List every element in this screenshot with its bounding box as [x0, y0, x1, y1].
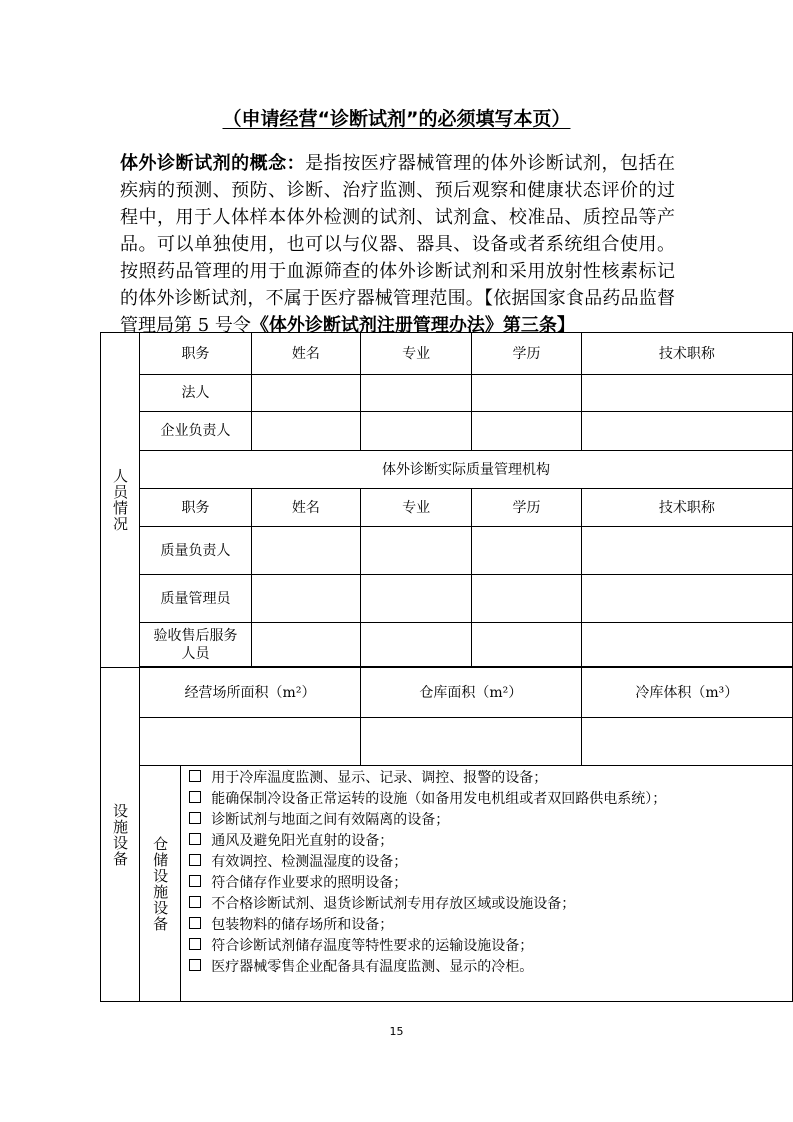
checkbox[interactable]	[189, 917, 201, 929]
checkbox[interactable]	[189, 833, 201, 845]
input-cell[interactable]	[472, 575, 581, 623]
warehouse-area-input[interactable]	[360, 718, 581, 766]
input-cell[interactable]	[472, 527, 581, 575]
input-cell[interactable]	[360, 575, 471, 623]
checklist-item: 用于冷库温度监测、显示、记录、调控、报警的设备；	[189, 768, 786, 789]
row-label-quality-head: 质量负责人	[140, 527, 252, 575]
input-cell[interactable]	[581, 575, 792, 623]
input-cell[interactable]	[360, 527, 471, 575]
storage-checklist	[181, 766, 793, 1002]
checkbox[interactable]	[189, 854, 201, 866]
header-warehouse-area: 仓库面积（m²）	[360, 668, 581, 718]
input-cell[interactable]	[472, 375, 581, 412]
header-title: 技术职称	[581, 489, 792, 527]
definition-body: 是指按医疗器械管理的体外诊断试剂，包括在疾病的预测、预防、诊断、治疗监测、预后观察和健康状态评价的过程中，用于人体样本体外检测的试剂、试剂盒、校准品、质控品等产品。可以单独使用，也可以与仪器、器具、设备或者系统组合使用。按照药品管理的用于血源筛查的体外诊断试剂和采用放射性核素标记的体外诊断试剂，不属于医疗器械管理范围。【依据国家食品药品监督管理局第 5 号令	[120, 153, 675, 336]
checklist-item: 有效调控、检测温湿度的设备；	[189, 852, 786, 873]
checkbox[interactable]	[189, 770, 201, 782]
storage-label: 仓储设施设备	[151, 835, 170, 932]
table-row	[101, 375, 793, 412]
checklist-item: 符合储存作业要求的照明设备；	[189, 873, 786, 894]
header-site-area: 经营场所面积（m²）	[140, 668, 361, 718]
definition-reference: 《体外诊断试剂注册管理办法》第三条】	[250, 315, 575, 336]
application-table	[100, 332, 793, 1002]
header-position: 职务	[140, 489, 252, 527]
header-name: 姓名	[251, 333, 360, 375]
row-label-enterprise-head: 企业负责人	[140, 412, 252, 451]
table-row	[101, 623, 793, 667]
checklist-item: 能确保制冷设备正常运转的设施（如备用发电机组或者双回路供电系统）；	[189, 789, 786, 810]
area-header-row	[101, 668, 793, 718]
input-cell[interactable]	[360, 375, 471, 412]
input-cell[interactable]	[360, 623, 471, 667]
input-cell[interactable]	[581, 527, 792, 575]
section-title-row	[101, 451, 793, 489]
header-major: 专业	[360, 333, 471, 375]
facility-label: 设施设备	[111, 802, 130, 867]
checkbox[interactable]	[189, 812, 201, 824]
checklist-item: 包装物料的储存场所和设备；	[189, 915, 786, 936]
definition-paragraph	[120, 150, 675, 339]
input-cell[interactable]	[251, 412, 360, 451]
table-row	[101, 527, 793, 575]
page-title: （申请经营“诊断试剂”的必须填写本页）	[222, 108, 571, 130]
input-cell[interactable]	[472, 623, 581, 667]
storage-label-cell	[140, 766, 181, 1002]
header-position: 职务	[140, 333, 252, 375]
personnel-label: 人员情况	[111, 468, 130, 532]
checkbox[interactable]	[189, 896, 201, 908]
facility-label-cell	[101, 668, 140, 1002]
storage-row	[101, 766, 793, 1002]
checklist-item: 诊断试剂与地面之间有效隔离的设备；	[189, 810, 786, 831]
personnel-header-row	[101, 333, 793, 375]
input-cell[interactable]	[251, 527, 360, 575]
input-cell[interactable]	[251, 375, 360, 412]
site-area-input[interactable]	[140, 718, 361, 766]
input-cell[interactable]	[472, 412, 581, 451]
row-label-acceptance-service: 验收售后服务人员	[140, 623, 252, 667]
input-cell[interactable]	[581, 623, 792, 667]
input-cell[interactable]	[581, 412, 792, 451]
personnel-label-cell	[101, 333, 140, 668]
cold-storage-volume-input[interactable]	[581, 718, 792, 766]
checklist-item: 通风及避免阳光直射的设备；	[189, 831, 786, 852]
input-cell[interactable]	[581, 375, 792, 412]
section-title: 体外诊断实际质量管理机构	[140, 451, 793, 489]
checkbox[interactable]	[189, 875, 201, 887]
personnel-header-row-2	[101, 489, 793, 527]
checkbox[interactable]	[189, 938, 201, 950]
checkbox[interactable]	[189, 959, 201, 971]
table-row	[101, 412, 793, 451]
header-major: 专业	[360, 489, 471, 527]
header-title: 技术职称	[581, 333, 792, 375]
header-education: 学历	[472, 333, 581, 375]
area-input-row	[101, 718, 793, 766]
page-number: 15	[389, 1025, 404, 1038]
table-row	[101, 575, 793, 623]
checklist-item: 符合诊断试剂储存温度等特性要求的运输设施设备；	[189, 936, 786, 957]
header-education: 学历	[472, 489, 581, 527]
definition-term: 体外诊断试剂的概念：	[120, 153, 306, 174]
input-cell[interactable]	[360, 412, 471, 451]
header-name: 姓名	[251, 489, 360, 527]
header-cold-storage-volume: 冷库体积（m³）	[581, 668, 792, 718]
input-cell[interactable]	[251, 623, 360, 667]
checkbox[interactable]	[189, 791, 201, 803]
input-cell[interactable]	[251, 575, 360, 623]
row-label-legal-person: 法人	[140, 375, 252, 412]
row-label-quality-manager: 质量管理员	[140, 575, 252, 623]
checklist-item: 医疗器械零售企业配备具有温度监测、显示的冷柜。	[189, 957, 786, 978]
checklist-item: 不合格诊断试剂、退货诊断试剂专用存放区域或设施设备；	[189, 894, 786, 915]
